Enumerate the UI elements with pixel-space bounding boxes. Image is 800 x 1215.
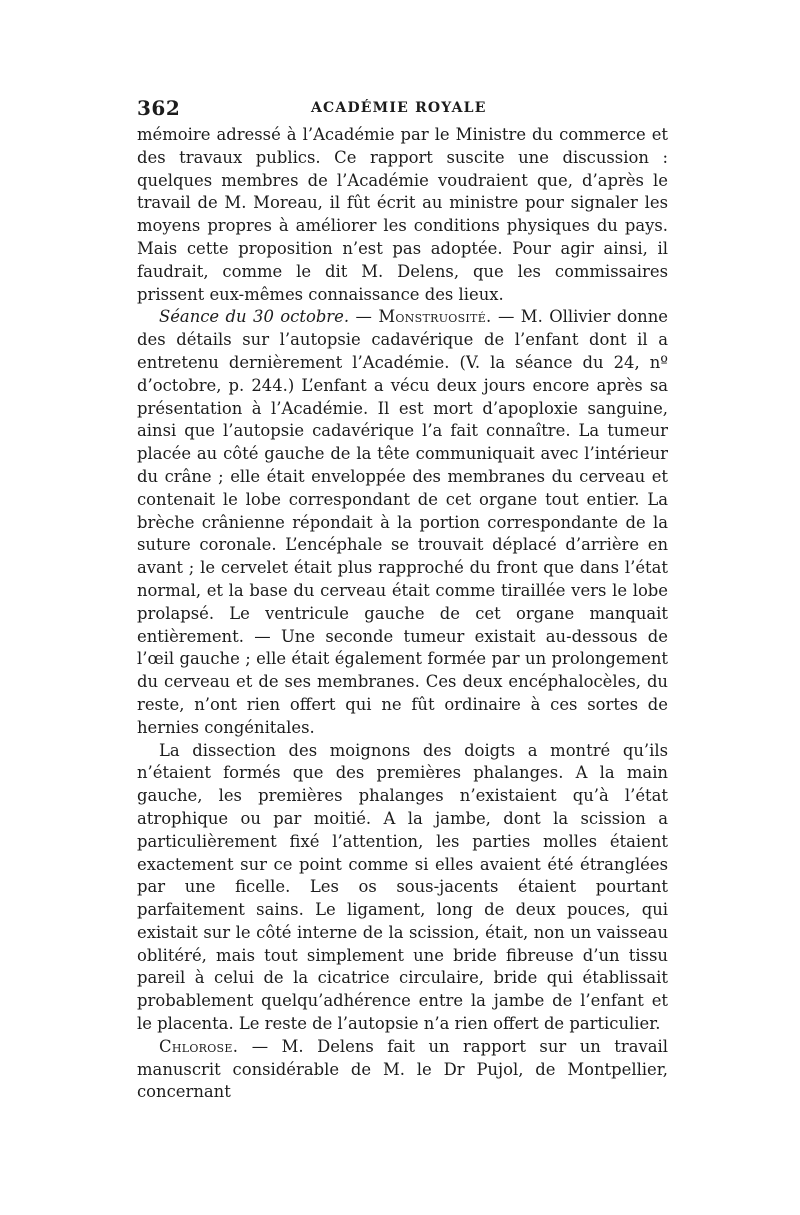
paragraph-monstruosite bbox=[137, 306, 668, 739]
paragraph-continuation bbox=[137, 124, 668, 306]
paragraph-text: La dissection des moignons des doigts a montré qu’ils n’étaient formés que des premières phalanges. A la main gauche, les premières phalanges n’existaient qu’à l’état atrophique ou par moitié. A la jambe, dont la scission a particulièrement fixé l’attention, les parties molles étaient exactement sur ce point comme si elles avaient été étranglées par une ficelle. Les os sous-jacents étaient pourtant parfaitement sains. Le ligament, long de deux pouces, qui existait sur le côté interne de la scission, était, non un vaisseau oblitéré, mais tout simplement une bride fibreuse d’un tissu pareil à celui de la cicatrice circulaire, bride qui établissait probablement quelqu’adhérence entre la jambe de l’enfant et le placenta. Le reste de l’autopsie n’a rien offert de particulier. bbox=[137, 740, 668, 1034]
section-heading: Monstruosité. bbox=[378, 307, 492, 327]
body-text bbox=[137, 124, 668, 1104]
paragraph-text: — M. Delens fait un rapport sur un travail manuscrit considérable de M. le Dr Pujol, de Montpellier, concernant bbox=[137, 1036, 668, 1102]
section-heading: Chlorose. bbox=[159, 1036, 239, 1056]
paragraph-chlorose bbox=[137, 1036, 668, 1104]
paragraph-dissection bbox=[137, 740, 668, 1036]
paragraph-text: — M. Ollivier donne des détails sur l’autopsie cadavérique de l’enfant dont il a entretenu dernièrement l’Académie. (V. la séance du 24, nº d’octobre, p. 244.) L’enfant a vécu deux jours encore après sa présentation à l’Académie. Il est mort d’apoploxie sanguine, ainsi que l’autopsie cadavérique l’a fait connaître. La tumeur placée au côté gauche de la tête communiquait avec l’intérieur du crâne ; elle était enveloppée des membranes du cerveau et contenait le lobe correspondant de cet organe tout entier. La brèche crânienne répondait à la portion correspondante de la suture coronale. L’encéphale se trouvait déplacé d’arrière en avant ; le cervelet était plus rapproché du front que dans l’état normal, et la base du cerveau était comme tiraillée vers le lobe prolapsé. Le ventricule gauche de cet organe manquait entièrement. — Une seconde tumeur existait au-dessous de l’œil gauche ; elle était également formée par un prolongement du cerveau et de ses membranes. Ces deux encéphalocèles, du reste, n’ont rien offert qui ne fût ordinaire à ces sortes de hernies congénitales. bbox=[137, 307, 668, 737]
book-page bbox=[137, 96, 668, 1104]
separator: — bbox=[349, 307, 379, 327]
running-title: ACADÉMIE ROYALE bbox=[311, 100, 487, 116]
paragraph-text: mémoire adressé à l’Académie par le Ministre du commerce et des travaux publics. Ce rapport suscite une discussion : quelques membres de l’Académie voudraient que, d’après le travail de M. Moreau, il fût écrit au ministre pour signaler les moyens propres à améliorer les conditions physiques du pays. Mais cette proposition n’est pas adoptée. Pour agir ainsi, il faudrait, comme le dit M. Delens, que les commissaires prissent eux-mêmes connaissance des lieux. bbox=[137, 125, 668, 304]
seance-date: Séance du 30 octobre. bbox=[159, 307, 350, 327]
running-head bbox=[137, 96, 668, 120]
page-number: 362 bbox=[137, 96, 181, 120]
